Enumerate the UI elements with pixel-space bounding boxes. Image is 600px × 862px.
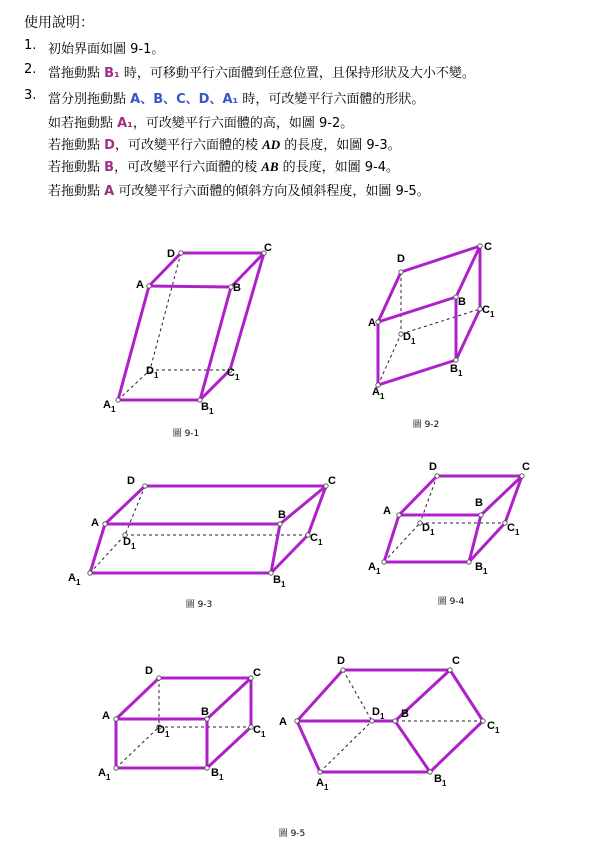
vertex-letter: C xyxy=(522,461,530,473)
vertex-point xyxy=(478,244,482,248)
fig-9-5b-figure xyxy=(279,655,500,792)
vertex-letter: B xyxy=(475,561,483,573)
vertex-subscript: 1 xyxy=(110,405,116,414)
fig-9-4-figure xyxy=(368,461,530,607)
vertex-subscript: 1 xyxy=(164,730,170,739)
vertex-subscript: 1 xyxy=(218,773,224,782)
vertex-letter: C xyxy=(310,532,318,544)
vertex-label-c1 xyxy=(310,532,323,547)
vertex-subscript: 1 xyxy=(494,726,500,735)
visible-edge xyxy=(395,721,430,772)
vertex-label-b xyxy=(201,706,209,718)
instruction-item-part: B₁ xyxy=(104,66,120,81)
vertex-letter: B xyxy=(458,296,466,308)
item-number: 3. xyxy=(24,88,37,103)
instruction-subitem-part: 若拖動點 xyxy=(48,138,105,153)
vertex-point xyxy=(520,474,524,478)
vertex-label-c xyxy=(264,242,272,254)
vertex-subscript: 1 xyxy=(323,783,329,792)
visible-edge xyxy=(118,286,149,400)
vertex-point xyxy=(116,398,120,402)
vertex-letter: C xyxy=(253,724,261,736)
instruction-subitem-part: 若拖動點 xyxy=(48,160,105,175)
vertex-letter: C xyxy=(487,720,495,732)
vertex-point xyxy=(435,474,439,478)
vertex-point xyxy=(481,719,485,723)
vertex-letter: C xyxy=(253,667,261,679)
visible-edge xyxy=(149,253,181,286)
vertex-letter: B xyxy=(475,497,483,509)
hidden-edge xyxy=(343,670,372,721)
vertex-subscript: 1 xyxy=(410,337,416,346)
vertex-letter: D xyxy=(123,536,131,548)
vertex-label-a xyxy=(91,517,99,529)
visible-edge xyxy=(450,670,483,721)
instruction-item-part: 初始界面如圖 9-1。 xyxy=(48,42,165,57)
visible-edge xyxy=(456,309,480,360)
vertex-label-b1 xyxy=(201,401,214,416)
vertex-point xyxy=(88,571,92,575)
instruction-subitem-part: AD xyxy=(262,137,281,152)
visible-edge xyxy=(207,678,251,719)
vertex-subscript: 1 xyxy=(489,310,495,319)
vertex-letter: B xyxy=(450,363,458,375)
hidden-edge xyxy=(125,486,145,535)
item-number: 1. xyxy=(24,38,37,53)
vertex-letter: A xyxy=(316,777,324,789)
vertex-letter: D xyxy=(403,331,411,343)
vertex-letter: D xyxy=(167,248,175,260)
instruction-subitem-part: 若拖動點 xyxy=(48,184,105,199)
visible-edge xyxy=(116,678,159,719)
item-number: 2. xyxy=(24,62,37,77)
vertex-subscript: 1 xyxy=(441,779,447,788)
vertex-subscript: 1 xyxy=(317,538,323,547)
instruction-subitem-part: A₁ xyxy=(117,116,133,131)
vertex-letter: D xyxy=(422,522,430,534)
vertex-letter: A xyxy=(368,561,376,573)
vertex-subscript: 1 xyxy=(260,730,266,739)
vertex-point xyxy=(399,270,403,274)
fig-9-1-figure xyxy=(103,242,272,439)
vertex-label-c1 xyxy=(227,367,240,382)
visible-edge xyxy=(297,670,343,721)
visible-edge xyxy=(378,297,456,322)
vertex-point xyxy=(179,251,183,255)
vertex-label-b1 xyxy=(450,363,463,378)
vertex-label-a xyxy=(136,279,144,291)
vertex-letter: A xyxy=(383,505,391,517)
vertex-label-a1 xyxy=(316,777,329,792)
vertex-point xyxy=(205,766,209,770)
instruction-subitem-part: 如若拖動點 xyxy=(48,116,118,131)
vertex-label-c1 xyxy=(253,724,266,739)
instruction-subitem-part: A xyxy=(104,184,115,199)
vertex-subscript: 1 xyxy=(130,542,136,551)
vertex-point xyxy=(114,766,118,770)
vertex-letter: C xyxy=(264,242,272,254)
visible-edge xyxy=(384,515,399,562)
vertex-point xyxy=(147,284,151,288)
hidden-edge xyxy=(401,309,480,334)
vertex-point xyxy=(479,513,483,517)
vertex-subscript: 1 xyxy=(280,580,286,589)
vertex-label-d xyxy=(397,253,405,265)
vertex-label-c xyxy=(328,475,336,487)
vertex-letter: A xyxy=(372,386,380,398)
vertex-letter: D xyxy=(429,461,437,473)
vertex-letter: A xyxy=(98,767,106,779)
vertex-letter: A xyxy=(136,279,144,291)
instructions-heading: 使用說明： xyxy=(24,15,94,31)
vertex-label-a xyxy=(102,710,110,722)
vertex-letter: A xyxy=(68,572,76,584)
vertex-letter: C xyxy=(484,241,492,253)
vertex-point xyxy=(370,719,374,723)
vertex-label-c xyxy=(522,461,530,473)
vertex-letter: D xyxy=(157,724,165,736)
visible-edge xyxy=(105,486,145,524)
vertex-label-c xyxy=(484,241,492,253)
vertex-point xyxy=(157,676,161,680)
vertex-letter: C xyxy=(328,475,336,487)
vertex-label-a xyxy=(383,505,391,517)
figure-caption: 圖 9-3 xyxy=(185,600,213,610)
vertex-point xyxy=(376,320,380,324)
instruction-item-part: 當分別拖動點 xyxy=(48,92,131,107)
instruction-item-part: 時，可移動平行六面體到任意位置，且保持形狀及大小不變。 xyxy=(119,66,475,81)
vertex-label-c1 xyxy=(507,522,520,537)
vertex-letter: B xyxy=(401,708,409,720)
vertex-letter: B xyxy=(211,767,219,779)
visible-edge xyxy=(399,476,437,515)
hidden-edge xyxy=(320,721,372,772)
instruction-subitem-part: D xyxy=(104,138,115,153)
vertex-subscript: 1 xyxy=(208,407,214,416)
instruction-item-part: 時，可改變平行六面體的形狀。 xyxy=(238,92,425,107)
vertex-point xyxy=(103,522,107,526)
vertex-letter: D xyxy=(372,706,380,718)
vertex-label-b xyxy=(401,708,409,720)
vertex-label-b xyxy=(233,282,241,294)
instruction-subitem-part: ，可改變平行六面體的棱 xyxy=(114,160,262,175)
vertex-label-d1 xyxy=(422,522,435,537)
vertex-label-b xyxy=(475,497,483,509)
vertex-label-a1 xyxy=(98,767,111,782)
vertex-point xyxy=(318,770,322,774)
instruction-subitem-part: 的長度，如圖 9-3。 xyxy=(280,138,401,153)
figure-caption: 圖 9-1 xyxy=(172,429,200,439)
vertex-label-d xyxy=(337,655,345,667)
vertex-label-a1 xyxy=(368,561,381,576)
fig-9-2-figure xyxy=(368,241,495,430)
vertex-label-b1 xyxy=(434,773,447,788)
vertex-label-d xyxy=(167,248,175,260)
vertex-letter: A xyxy=(102,710,110,722)
instruction-subitem-part: ，可改變平行六面體的棱 xyxy=(114,138,263,153)
vertex-label-d1 xyxy=(157,724,170,739)
visible-edge xyxy=(430,721,483,772)
fig-9-5a-figure xyxy=(98,665,266,782)
instruction-subitem-part: B xyxy=(104,160,115,175)
vertex-letter: D xyxy=(337,655,345,667)
vertex-subscript: 1 xyxy=(105,773,111,782)
vertex-label-a xyxy=(279,716,287,728)
vertex-label-b xyxy=(278,509,286,521)
instruction-item-part: 當拖動點 xyxy=(48,66,105,81)
vertex-point xyxy=(454,358,458,362)
vertex-subscript: 1 xyxy=(514,528,520,537)
vertex-label-b1 xyxy=(273,574,286,589)
vertex-letter: C xyxy=(482,304,490,316)
vertex-label-a xyxy=(368,317,376,329)
vertex-label-b1 xyxy=(475,561,488,576)
vertex-point xyxy=(278,522,282,526)
vertex-letter: C xyxy=(227,367,235,379)
vertex-label-c1 xyxy=(487,720,500,735)
vertex-label-b xyxy=(458,296,466,308)
vertex-label-d xyxy=(429,461,437,473)
instruction-subitem-part: ，可改變平行六面體的高，如圖 9-2。 xyxy=(132,116,354,131)
vertex-point xyxy=(448,668,452,672)
vertex-point xyxy=(467,560,471,564)
vertex-point xyxy=(341,668,345,672)
visible-edge xyxy=(90,524,105,573)
visible-edge xyxy=(207,727,251,768)
vertex-subscript: 1 xyxy=(375,567,381,576)
vertex-letter: B xyxy=(201,706,209,718)
vertex-label-a1 xyxy=(103,399,116,414)
vertex-point xyxy=(143,484,147,488)
fig-9-3-figure xyxy=(68,475,336,610)
vertex-letter: A xyxy=(279,716,287,728)
vertex-letter: B xyxy=(233,282,241,294)
vertex-label-d1 xyxy=(372,706,385,721)
vertex-label-c1 xyxy=(482,304,495,319)
instruction-subitem-part: 可改變平行六面體的傾斜方向及傾斜程度，如圖 9-5。 xyxy=(114,184,430,199)
vertex-point xyxy=(114,717,118,721)
vertex-subscript: 1 xyxy=(379,712,385,721)
instruction-subitem-part: AB xyxy=(261,159,279,174)
vertex-letter: D xyxy=(397,253,405,265)
vertex-letter: B xyxy=(434,773,442,785)
vertex-label-c xyxy=(253,667,261,679)
vertex-letter: D xyxy=(127,475,135,487)
vertex-subscript: 1 xyxy=(75,578,81,587)
hidden-edge xyxy=(116,727,159,768)
visible-edge xyxy=(149,286,231,287)
vertex-letter: D xyxy=(146,365,154,377)
vertex-subscript: 1 xyxy=(234,373,240,382)
vertex-letter: A xyxy=(103,399,111,411)
vertex-letter: A xyxy=(368,317,376,329)
vertex-letter: C xyxy=(507,522,515,534)
vertex-subscript: 1 xyxy=(457,369,463,378)
visible-edge xyxy=(378,360,456,385)
vertex-point xyxy=(428,770,432,774)
figure-caption: 圖 9-2 xyxy=(412,420,440,430)
vertex-label-d1 xyxy=(123,536,136,551)
vertex-letter: A xyxy=(91,517,99,529)
vertex-label-c xyxy=(452,655,460,667)
vertex-letter: B xyxy=(278,509,286,521)
visible-edge xyxy=(297,721,320,772)
vertex-label-a1 xyxy=(68,572,81,587)
vertex-subscript: 1 xyxy=(482,567,488,576)
vertex-subscript: 1 xyxy=(153,371,159,380)
vertex-letter: B xyxy=(201,401,209,413)
vertex-label-d xyxy=(127,475,135,487)
vertex-point xyxy=(382,560,386,564)
instruction-item-part: A、B、C、D、A₁ xyxy=(130,92,239,107)
vertex-point xyxy=(393,719,397,723)
vertex-letter: B xyxy=(273,574,281,586)
instruction-subitem-part: 的長度，如圖 9-4。 xyxy=(278,160,400,175)
figure-caption: 圖 9-4 xyxy=(437,597,465,607)
vertex-letter: D xyxy=(145,665,153,677)
vertex-label-d xyxy=(145,665,153,677)
vertex-label-d1 xyxy=(403,331,416,346)
vertex-subscript: 1 xyxy=(379,392,385,401)
vertex-label-d1 xyxy=(146,365,159,380)
vertex-point xyxy=(295,719,299,723)
vertex-label-a1 xyxy=(372,386,385,401)
figure-caption-9-5: 圖 9-5 xyxy=(278,829,306,839)
vertex-subscript: 1 xyxy=(429,528,435,537)
vertex-point xyxy=(397,513,401,517)
vertex-label-b1 xyxy=(211,767,224,782)
vertex-letter: C xyxy=(452,655,460,667)
